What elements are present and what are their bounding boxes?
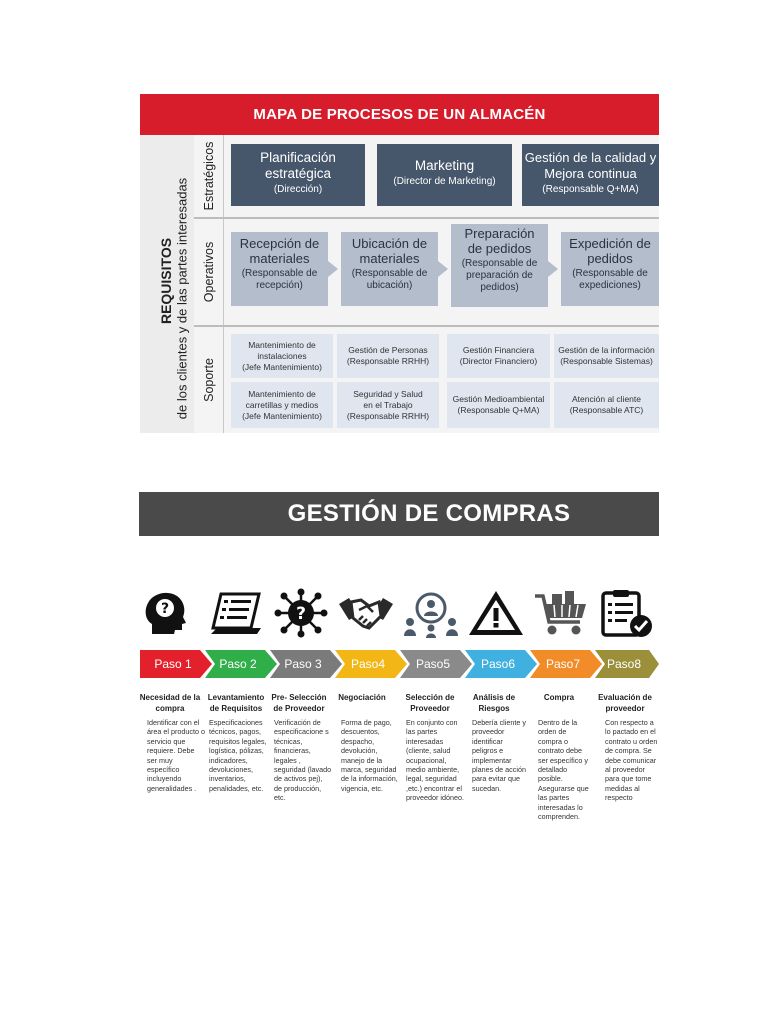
step-description: Especificaciones técnicos, pagos, requisitos legales, logística, pólizas, indicadores, devoluciones, inventarios, penalidades, etc. xyxy=(209,718,267,793)
step-description: Debería cliente y proveedor identificar peligros e implementar planes de acción para evitar que sucedan. xyxy=(472,718,526,793)
step-description: Identificar con el área el producto o servicio que requiere. Debe ser muy específico incluyendo generalidades . xyxy=(147,718,205,793)
requirements-title: REQUISITOS xyxy=(158,237,174,325)
svg-text:?: ? xyxy=(160,601,170,617)
people-target-icon xyxy=(402,588,460,638)
support-process: Gestión Financiera (Director Financiero) xyxy=(447,334,550,378)
operative-process: Preparación de pedidos (Responsable de preparación de pedidos) xyxy=(451,224,548,307)
step-arrow-5: Paso5 xyxy=(400,650,472,678)
operative-process: Expedición de pedidos (Responsable de expediciones) xyxy=(561,232,659,306)
step-title: Análisis de Riesgos xyxy=(472,693,516,713)
strategic-band xyxy=(194,135,659,217)
support-band xyxy=(194,325,659,433)
step-arrow-3: Paso 3 xyxy=(270,650,342,678)
step-title: Levantamiento de Requisitos xyxy=(207,693,265,713)
support-process: Mantenimiento de carretillas y medios (Jefe Mantenimiento) xyxy=(231,382,333,428)
flow-arrow xyxy=(328,261,338,277)
support-process: Mantenimiento de instalaciones (Jefe Mantenimiento) xyxy=(231,334,333,378)
checklist-icon xyxy=(207,588,265,638)
step-description: Verificación de especificacione s técnicas, financieras, legales , seguridad (lavado de activos pej), de producción, etc. xyxy=(274,718,332,803)
step-title: Negociación xyxy=(338,693,386,702)
operative-band xyxy=(194,217,659,325)
step-arrow-4: Paso4 xyxy=(335,650,407,678)
support-label: Soporte xyxy=(194,327,224,433)
compras-title: GESTIÓN DE COMPRAS xyxy=(139,492,659,536)
clipboard-check-icon xyxy=(597,588,655,638)
operative-process: Recepción de materiales (Responsable de recepción) xyxy=(231,232,328,306)
step-title: Evaluación de proveedor xyxy=(598,693,652,713)
step-title: Necesidad de la compra xyxy=(139,693,201,713)
support-process: Gestión Medioambiental (Responsable Q+MA) xyxy=(447,382,550,428)
step-arrow-8: Paso8 xyxy=(595,650,659,678)
step-title: Compra xyxy=(543,693,575,702)
operative-label: Operativos xyxy=(194,219,224,325)
step-arrow-1: Paso 1 xyxy=(140,650,212,678)
step-arrow-6: Paso6 xyxy=(465,650,537,678)
step-arrow-7: Paso7 xyxy=(530,650,602,678)
strategic-process: Planificación estratégica (Dirección) xyxy=(231,144,365,206)
requirements-column xyxy=(140,135,194,433)
support-process: Seguridad y Salud en el Trabajo (Responsable RRHH) xyxy=(337,382,439,428)
handshake-icon xyxy=(337,588,395,638)
requirements-subtitle: de los clientes y de las partes interesadas xyxy=(174,177,190,420)
step-arrow-2: Paso 2 xyxy=(205,650,277,678)
flow-arrow xyxy=(438,261,448,277)
map-title: MAPA DE PROCESOS DE UN ALMACÉN xyxy=(140,94,659,135)
flow-arrow xyxy=(548,261,558,277)
step-description: En conjunto con las partes interesadas (cliente, salud ocupacional, medio ambiente, legal, seguridad ,etc.) encontrar el proveedor idóneo. xyxy=(406,718,464,803)
process-map xyxy=(140,94,659,433)
support-process: Gestión de Personas (Responsable RRHH) xyxy=(337,334,439,378)
warning-icon xyxy=(467,588,525,638)
strategic-process: Marketing (Director de Marketing) xyxy=(377,144,512,206)
step-description: Dentro de la orden de compra o contrato debe ser específico y detallado posible. Asegurarse que las partes interesadas lo comprenden. xyxy=(538,718,589,822)
svg-text:?: ? xyxy=(296,604,306,624)
step-description: Forma de pago, descuentos, despacho, devolución, manejo de la marca, seguridad de la información, vigencia, etc. xyxy=(341,718,398,793)
operative-process: Ubicación de materiales (Responsable de ubicación) xyxy=(341,232,438,306)
network-question-icon xyxy=(272,588,330,638)
support-process: Atención al cliente (Responsable ATC) xyxy=(554,382,659,428)
step-title: Selección de Proveedor xyxy=(405,693,455,713)
strategic-label: Estratégicos xyxy=(194,135,224,217)
cart-icon xyxy=(532,588,590,638)
support-process: Gestión de la información (Responsable Sistemas) xyxy=(554,334,659,378)
strategic-process: Gestión de la calidad y Mejora continua (Responsable Q+MA) xyxy=(522,144,659,206)
step-description: Con respecto a lo pactado en el contrato u orden de compra. Se debe comunicar al proveedor para que tome medidas al respecto xyxy=(605,718,658,803)
head-question-icon xyxy=(140,588,198,638)
step-title: Pre- Selección de Proveedor xyxy=(271,693,327,713)
